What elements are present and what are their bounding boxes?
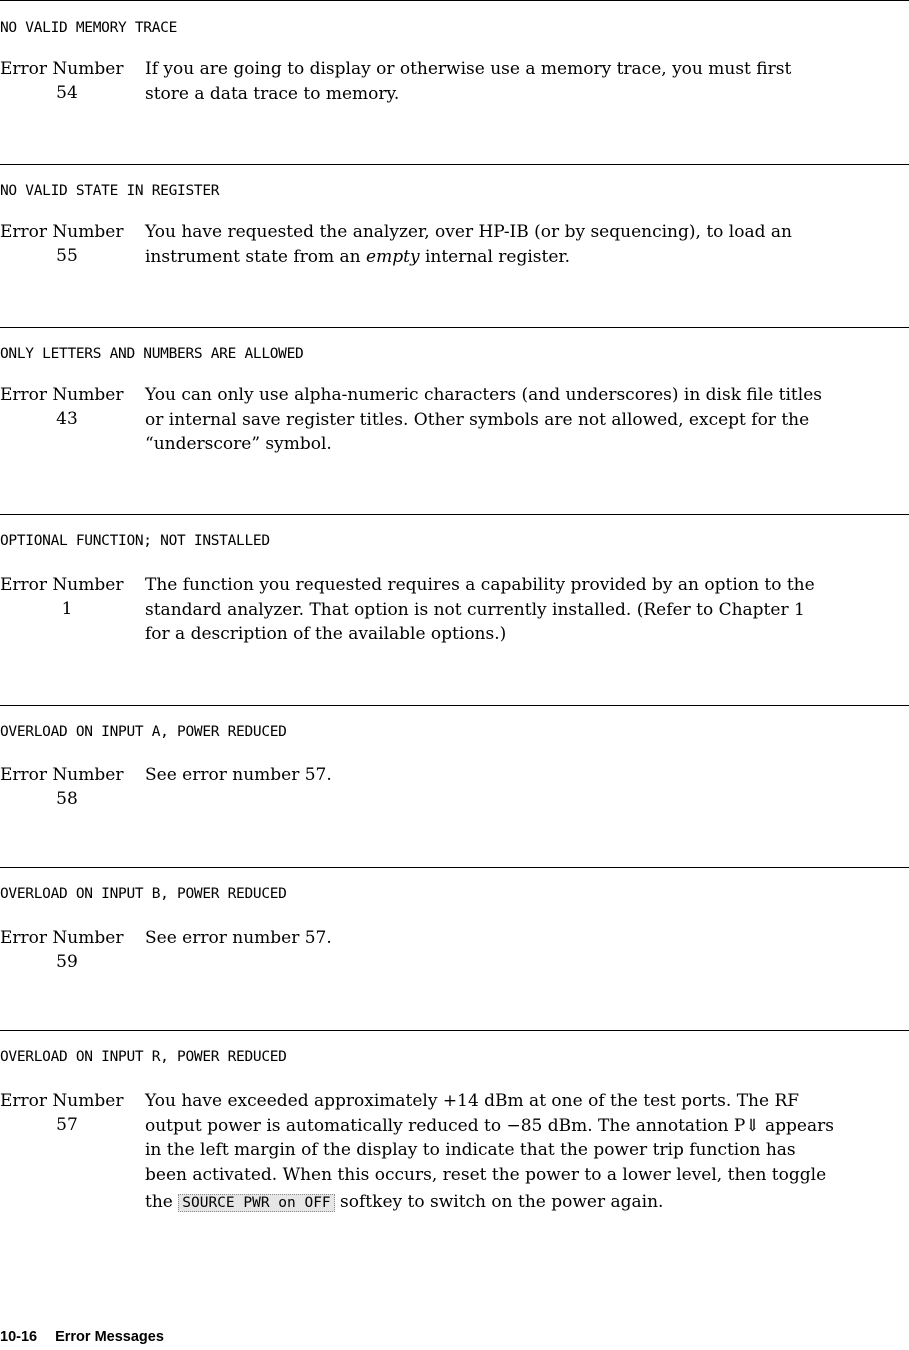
error-number: 54 xyxy=(56,83,78,103)
error-number: 58 xyxy=(56,789,78,809)
description-line xyxy=(145,1190,900,1216)
separator-rule xyxy=(0,867,909,868)
text-run: internal register. xyxy=(419,246,571,267)
description-line: See error number 57. xyxy=(145,765,332,785)
error-description xyxy=(145,57,900,106)
separator-rule xyxy=(0,164,909,165)
error-number-label: Error Number xyxy=(0,59,124,79)
error-number: 57 xyxy=(56,1115,78,1135)
description-line: If you are going to display or otherwise use a memory trace, you must first xyxy=(145,59,792,79)
page-number: 10-16 xyxy=(0,1329,38,1345)
description-line: or internal save register titles. Other symbols are not allowed, except for the xyxy=(145,409,810,430)
text-run: the xyxy=(145,1192,179,1212)
error-description xyxy=(145,926,900,951)
error-number-label: Error Number xyxy=(0,765,124,785)
separator-rule xyxy=(0,327,909,328)
error-number-label: Error Number xyxy=(0,222,124,242)
error-number: 43 xyxy=(56,409,78,429)
error-title: NO VALID MEMORY TRACE xyxy=(0,20,178,36)
separator-rule xyxy=(0,514,909,515)
section-title: Error Messages xyxy=(55,1329,164,1345)
text-run: softkey to switch on the power again. xyxy=(334,1192,664,1212)
error-description xyxy=(145,573,900,647)
error-title: ONLY LETTERS AND NUMBERS ARE ALLOWED xyxy=(0,346,304,362)
error-title: OPTIONAL FUNCTION; NOT INSTALLED xyxy=(0,533,270,549)
error-title: OVERLOAD ON INPUT A, POWER REDUCED xyxy=(0,724,287,740)
description-line: store a data trace to memory. xyxy=(145,83,400,104)
error-number-label: Error Number xyxy=(0,928,124,948)
description-line: You have exceeded approximately +14 dBm at one of the test ports. The RF xyxy=(145,1091,800,1111)
description-line: “underscore” symbol. xyxy=(145,434,332,454)
page-footer xyxy=(0,1329,164,1345)
text-run: instrument state from an xyxy=(145,246,367,267)
description-line: The function you requested requires a capability provided by an option to the xyxy=(145,575,815,595)
separator-rule xyxy=(0,0,909,1)
description-line: in the left margin of the display to indicate that the power trip function has xyxy=(145,1140,796,1160)
error-number-label: Error Number xyxy=(0,385,124,405)
description-line: standard analyzer. That option is not currently installed. (Refer to Chapter 1 xyxy=(145,599,805,620)
error-number-label: Error Number xyxy=(0,575,124,595)
error-description xyxy=(145,1089,900,1216)
description-line: been activated. When this occurs, reset the power to a lower level, then toggle xyxy=(145,1164,827,1185)
error-description xyxy=(145,763,900,788)
description-line: See error number 57. xyxy=(145,928,332,948)
description-line xyxy=(145,245,900,270)
error-number: 1 xyxy=(61,599,73,619)
description-line: output power is automatically reduced to −85 dBm. The annotation P⇓ appears xyxy=(145,1115,834,1136)
separator-rule xyxy=(0,705,909,706)
error-title: NO VALID STATE IN REGISTER xyxy=(0,183,220,199)
error-number-label: Error Number xyxy=(0,1091,124,1111)
error-description xyxy=(145,383,900,457)
description-line: for a description of the available options.) xyxy=(145,624,507,644)
separator-rule xyxy=(0,1030,909,1031)
error-number: 55 xyxy=(56,246,78,266)
emphasis-text: empty xyxy=(366,246,420,267)
error-title: OVERLOAD ON INPUT B, POWER REDUCED xyxy=(0,886,287,902)
error-title: OVERLOAD ON INPUT R, POWER REDUCED xyxy=(0,1049,287,1065)
error-number: 59 xyxy=(56,952,78,972)
softkey-source-pwr: SOURCE PWR on OFF xyxy=(178,1194,334,1212)
description-line: You can only use alpha-numeric characters (and underscores) in disk file titles xyxy=(145,385,822,405)
error-description xyxy=(145,220,900,269)
description-line: You have requested the analyzer, over HP-IB (or by sequencing), to load an xyxy=(145,222,792,242)
